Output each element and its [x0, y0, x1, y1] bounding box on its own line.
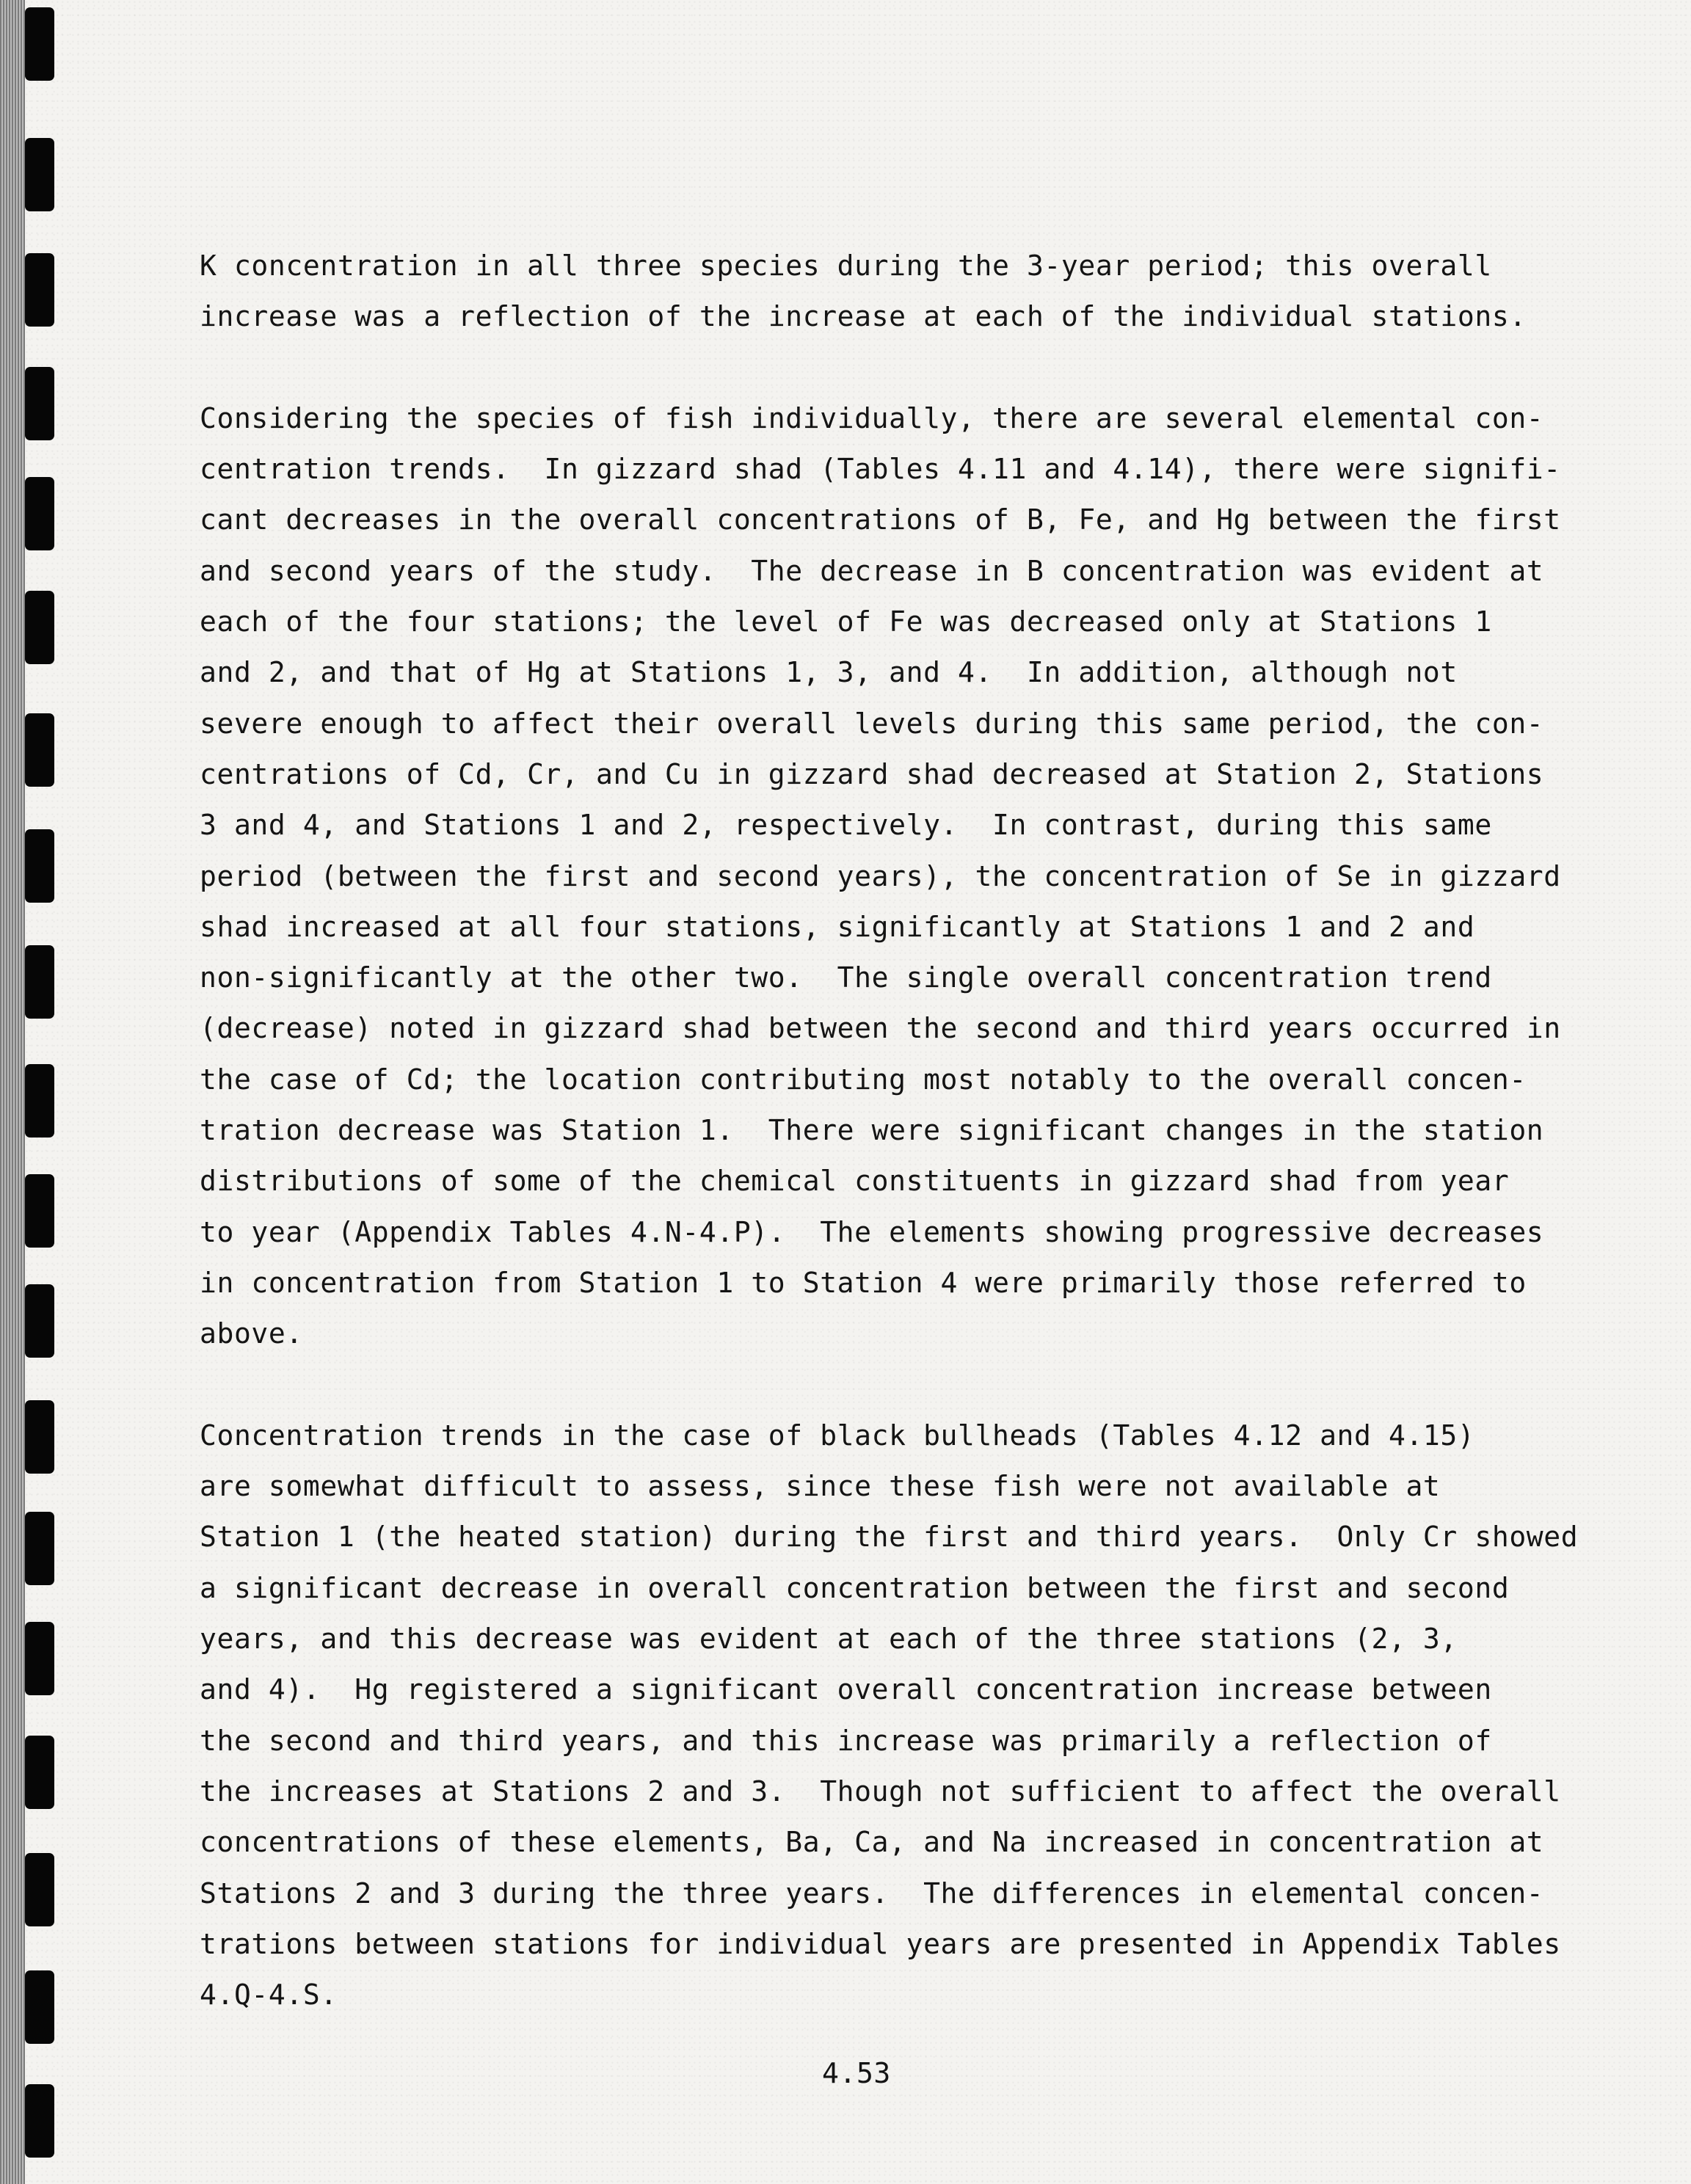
- text-line: the increases at Stations 2 and 3. Though not sufficient to affect the overall: [200, 1774, 1561, 1808]
- binding-hole: [25, 1284, 54, 1358]
- text-line: the second and third years, and this increase was primarily a reflection of: [200, 1724, 1492, 1757]
- binding-hole: [25, 1622, 54, 1695]
- binding-hole: [25, 1512, 54, 1585]
- text-line: (decrease) noted in gizzard shad between the second and third years occurred in: [200, 1012, 1561, 1045]
- binding-hole: [25, 1400, 54, 1474]
- text-line: to year (Appendix Tables 4.N-4.P). The elements showing progressive decreases: [200, 1215, 1544, 1248]
- text-line: years, and this decrease was evident at each of the three stations (2, 3,: [200, 1623, 1458, 1656]
- text-line: tration decrease was Station 1. There were significant changes in the station: [200, 1114, 1544, 1147]
- binding-hole: [25, 2084, 54, 2158]
- text-line: 4.Q-4.S.: [200, 1979, 338, 2012]
- text-line: centrations of Cd, Cr, and Cu in gizzard shad decreased at Station 2, Stations: [200, 757, 1544, 790]
- text-line: period (between the first and second years), the concentration of Se in gizzard: [200, 859, 1561, 892]
- paragraph: [200, 1410, 1579, 2021]
- binding-hole: [25, 713, 54, 787]
- text-line: and 2, and that of Hg at Stations 1, 3, and 4. In addition, although not: [200, 656, 1458, 689]
- binding-hole: [25, 591, 54, 664]
- binding-hole: [25, 945, 54, 1019]
- text-line: a significant decrease in overall concentration between the first and second: [200, 1571, 1510, 1604]
- text-line: in concentration from Station 1 to Station 4 were primarily those referred to: [200, 1266, 1527, 1299]
- text-line: trations between stations for individual years are presented in Appendix Tables: [200, 1927, 1561, 1960]
- binding-hole: [25, 367, 54, 440]
- text-line: non-significantly at the other two. The single overall concentration trend: [200, 961, 1492, 994]
- binding-hole: [25, 1064, 54, 1138]
- text-line: are somewhat difficult to assess, since these fish were not available at: [200, 1470, 1441, 1503]
- binding-hole: [25, 7, 54, 81]
- text-line: distributions of some of the chemical constituents in gizzard shad from year: [200, 1165, 1510, 1198]
- text-line: Concentration trends in the case of black bullheads (Tables 4.12 and 4.15): [200, 1419, 1475, 1452]
- text-line: cant decreases in the overall concentrations of B, Fe, and Hg between the first: [200, 503, 1561, 536]
- text-line: concentrations of these elements, Ba, Ca, and Na increased in concentration at: [200, 1826, 1544, 1859]
- binding-hole: [25, 1853, 54, 1926]
- binding-hole: [25, 477, 54, 550]
- binding-holes: [25, 0, 63, 2184]
- text-line: Stations 2 and 3 during the three years. The differences in elemental concen-: [200, 1877, 1544, 1910]
- page-number: 4.53: [822, 2057, 891, 2089]
- body-text: [200, 241, 1579, 2020]
- binding-edge: [0, 0, 25, 2184]
- binding-hole: [25, 138, 54, 211]
- text-line: shad increased at all four stations, significantly at Stations 1 and 2 and: [200, 910, 1475, 943]
- binding-hole: [25, 1736, 54, 1809]
- text-line: centration trends. In gizzard shad (Tables 4.11 and 4.14), there were signifi-: [200, 453, 1561, 486]
- paragraph: [200, 241, 1565, 343]
- binding-hole: [25, 829, 54, 903]
- text-line: increase was a reflection of the increase at each of the individual stations.: [200, 300, 1527, 333]
- text-line: each of the four stations; the level of Fe was decreased only at Stations 1: [200, 605, 1492, 638]
- paragraph: [200, 393, 1565, 1360]
- text-line: above.: [200, 1317, 303, 1350]
- text-line: 3 and 4, and Stations 1 and 2, respectively. In contrast, during this same: [200, 809, 1492, 842]
- text-line: Considering the species of fish individually, there are several elemental con-: [200, 401, 1544, 434]
- text-line: K concentration in all three species during the 3-year period; this overall: [200, 250, 1492, 282]
- text-line: the case of Cd; the location contributing most notably to the overall concen-: [200, 1063, 1527, 1096]
- binding-hole: [25, 1174, 54, 1248]
- text-line: and second years of the study. The decrease in B concentration was evident at: [200, 554, 1544, 587]
- text-line: and 4). Hg registered a significant overall concentration increase between: [200, 1673, 1492, 1706]
- binding-hole: [25, 253, 54, 327]
- text-line: Station 1 (the heated station) during the first and third years. Only Cr showed: [200, 1521, 1579, 1554]
- text-line: severe enough to affect their overall levels during this same period, the con-: [200, 707, 1544, 740]
- binding-hole: [25, 1970, 54, 2044]
